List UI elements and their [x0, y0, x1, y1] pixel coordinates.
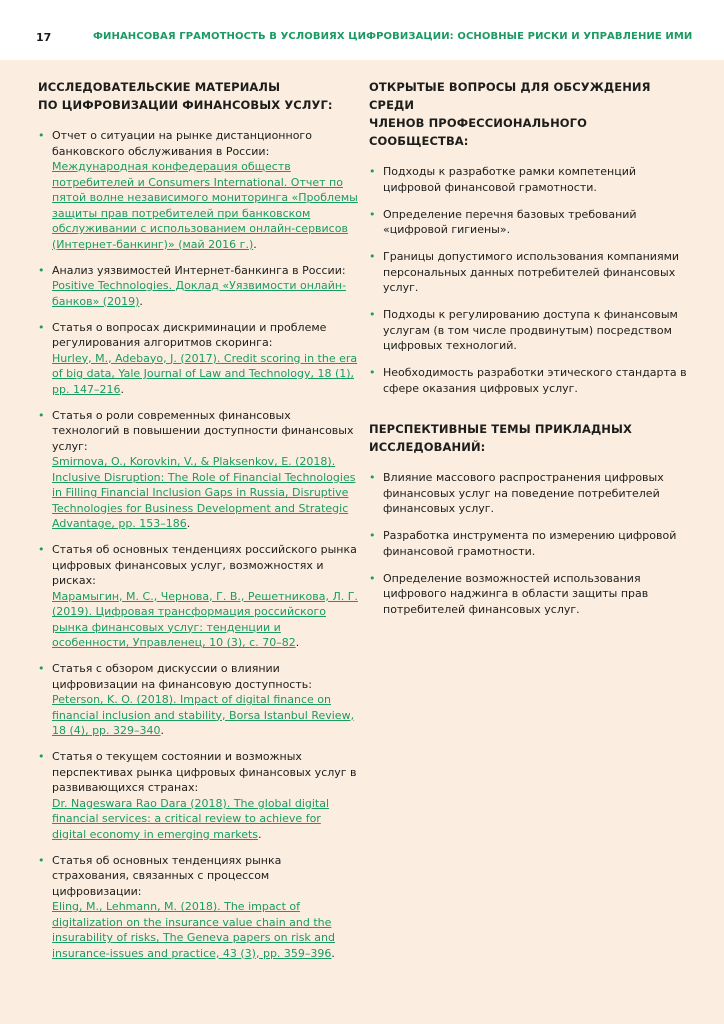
reference-link[interactable]: Dr. Nageswara Rao Dara (2018). The global digital financial services: a critical review to achieve for digital economy in emerging markets	[52, 796, 330, 841]
running-title: ФИНАНСОВАЯ ГРАМОТНОСТЬ В УСЛОВИЯХ ЦИФРОВИЗАЦИИ: ОСНОВНЫЕ РИСКИ И УПРАВЛЕНИЕ ИМИ	[93, 31, 693, 42]
list-item: • Границы допустимого использования компаниями персональных данных потребителей финансовых услуг.	[369, 249, 689, 296]
list-item: • Статья о текущем состоянии и возможных перспективах рынка цифровых финансовых услуг в развивающихся странах: Dr. Nageswara Rao Dara (2018). The global digital financial services: a critical review to achieve for digital economy in emerging markets.	[38, 749, 358, 842]
list-item: • Статья с обзором дискуссии о влиянии цифровизации на финансовую доступность: Peterson, K. O. (2018). Impact of digital finance on financial inclusion and stability, Borsa Istanbul Review, 18 (4), pp. 329–340.	[38, 661, 358, 739]
list-item: • Подходы к разработке рамки компетенций цифровой финансовой грамотности.	[369, 164, 689, 195]
research-topics-heading: ПЕРСПЕКТИВНЫЕ ТЕМЫ ПРИКЛАДНЫХ ИССЛЕДОВАНИЙ:	[369, 422, 633, 454]
list-item: • Разработка инструмента по измерению цифровой финансовой грамотности.	[369, 528, 689, 559]
list-item: • Анализ уязвимостей Интернет-банкинга в России: Positive Technologies. Доклад «Уязвимости онлайн-банков» (2019).	[38, 263, 358, 310]
research-materials-heading: ИССЛЕДОВАТЕЛЬСКИЕ МАТЕРИАЛЫ ПО ЦИФРОВИЗАЦИИ ФИНАНСОВЫХ УСЛУГ:	[38, 80, 333, 112]
list-item: • Влияние массового распространения цифровых финансовых услуг на поведение потребителей финансовых услуг.	[369, 470, 689, 517]
open-questions-heading: ОТКРЫТЫЕ ВОПРОСЫ ДЛЯ ОБСУЖДЕНИЯ СРЕДИ ЧЛЕНОВ ПРОФЕССИОНАЛЬНОГО СООБЩЕСТВА:	[369, 80, 651, 148]
list-item: • Статья о роли современных финансовых технологий в повышении доступности финансовых услуг: Smirnova, O., Korovkin, V., & Plaksenkov, E. (2018). Inclusive Disruption: The Role of Financial Technologies in Filling Financial Inclusion Gaps in Russia, Disruptive Technologies for Business Development and Strategic Advantage, pp. 153–186.	[38, 408, 358, 532]
page-header	[0, 0, 724, 60]
reference-link[interactable]: Positive Technologies. Доклад «Уязвимости онлайн-банков» (2019)	[52, 279, 347, 308]
list-item: • Отчет о ситуации на рынке дистанционного банковского обслуживания в России: Международная конфедерация обществ потребителей и Consumers International. Отчет по пятой волне независимого мониторинга «Проблемы защиты прав потребителей при банковском обслуживании с использованием онлайн-сервисов (Интернет-банкинг)» (май 2016 г.).	[38, 128, 358, 252]
page-number: 17	[36, 31, 52, 44]
reference-link[interactable]: Smirnova, O., Korovkin, V., & Plaksenkov, E. (2018). Inclusive Disruption: The Role of Financial Technologies in Filling Financial Inclusion Gaps in Russia, Disruptive Technologies for Business Development and Strategic Advantage, pp. 153–186	[52, 455, 356, 530]
reference-link[interactable]: Eling, M., Lehmann, M. (2018). The impact of digitalization on the insurance value chain and the insurability of risks, The Geneva papers on risk and insurance-issues and practice, 43 (3), pp. 359–396	[52, 900, 335, 960]
list-item: • Статья об основных тенденциях российского рынка цифровых финансовых услуг, возможностях и рисках: Марамыгин, М. С., Чернова, Г. В., Решетникова, Л. Г. (2019). Цифровая трансформация российского рынка финансовых услуг: тенденции и особенности, Управленец, 10 (3), с. 70–82.	[38, 542, 358, 651]
research-materials-list	[38, 128, 358, 961]
list-item: • Статья об основных тенденциях рынка страхования, связанных с процессом цифровизации: Eling, M., Lehmann, M. (2018). The impact of digitalization on the insurance value chain and the insurability of risks, The Geneva papers on risk and insurance-issues and practice, 43 (3), pp. 359–396.	[38, 853, 358, 962]
reference-link[interactable]: Peterson, K. O. (2018). Impact of digital finance on financial inclusion and stability, Borsa Istanbul Review, 18 (4), pp. 329–340	[52, 693, 355, 737]
list-item: • Необходимость разработки этического стандарта в сфере оказания цифровых услуг.	[369, 365, 689, 396]
reference-link[interactable]: Международная конфедерация обществ потребителей и Consumers International. Отчет по пятой волне независимого мониторинга «Проблемы защиты прав потребителей при банковском обслуживании с использованием онлайн-сервисов (Интернет-банкинг)» (май 2016 г.)	[52, 160, 358, 251]
right-column	[369, 60, 689, 629]
open-questions-list	[369, 164, 689, 396]
research-topics-list	[369, 470, 689, 617]
list-item: • Статья о вопросах дискриминации и проблеме регулирования алгоритмов скоринга: Hurley, M., Adebayo, J. (2017). Credit scoring in the era of big data, Yale Journal of Law and Technology, 18 (1), pp. 147–216.	[38, 320, 358, 398]
list-item: • Определение перечня базовых требований «цифровой гигиены».	[369, 207, 689, 238]
reference-link[interactable]: Марамыгин, М. С., Чернова, Г. В., Решетникова, Л. Г. (2019). Цифровая трансформация российского рынка финансовых услуг: тенденции и особенности, Управленец, 10 (3), с. 70–82	[52, 589, 358, 649]
reference-link[interactable]: Hurley, M., Adebayo, J. (2017). Credit scoring in the era of big data, Yale Journal of Law and Technology, 18 (1), pp. 147–216	[52, 351, 358, 396]
list-item: • Определение возможностей использования цифрового наджинга в области защиты прав потребителей финансовых услуг.	[369, 571, 689, 618]
left-column	[38, 60, 358, 972]
list-item: • Подходы к регулированию доступа к финансовым услугам (в том числе продвинутым) посредством цифровых технологий.	[369, 307, 689, 354]
